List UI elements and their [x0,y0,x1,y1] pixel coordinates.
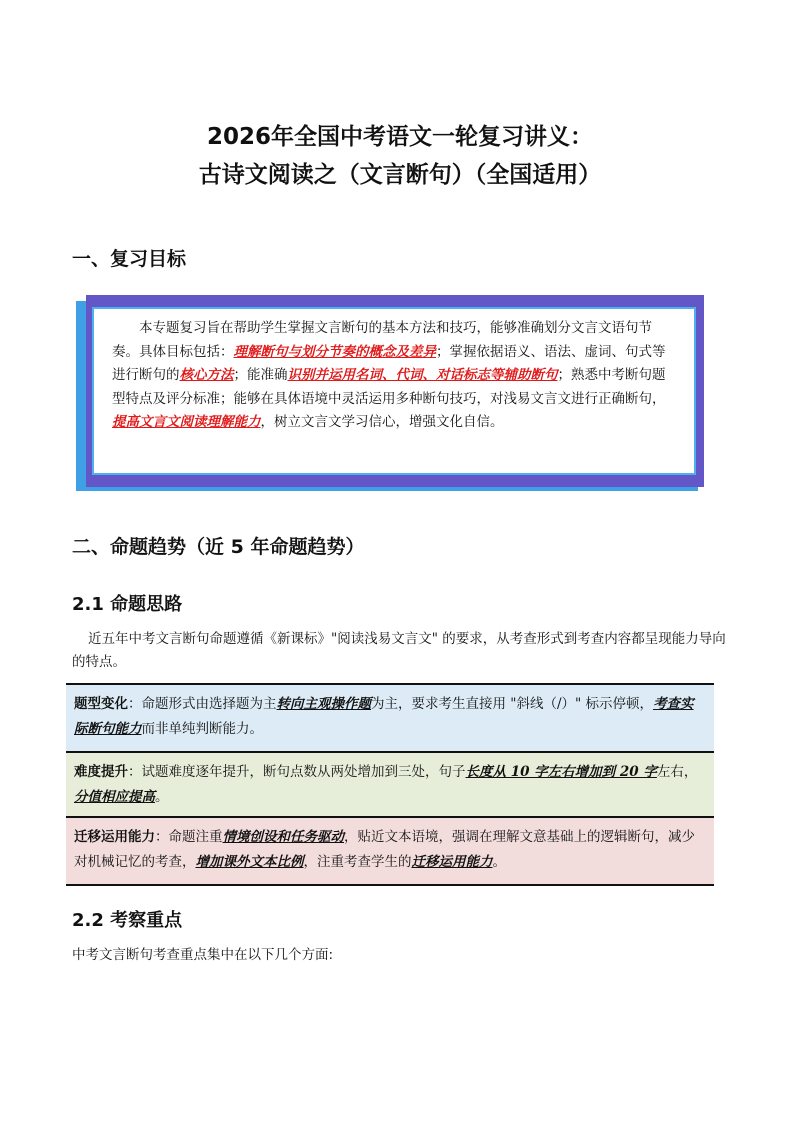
trend-text: 而非单纯判断能力。 [141,721,263,737]
objective-highlight-4: 提高文言文阅读理解能力 [112,414,261,430]
subsection-2-2-heading: 2.2 考察重点 [72,910,183,931]
trend-box-difficulty [66,753,714,816]
objective-text [112,317,672,435]
trend-text: 。 [155,789,169,805]
objective-text-5: ，树立文言文学习信心，增强文化自信。 [260,414,504,430]
trend-label: 题型变化 [74,696,128,712]
objective-highlight-1: 理解断句与划分节奏的概念及差异 [233,343,436,360]
objective-highlight-3: 识别并运用名词、代词、对话标志等辅助断句 [287,367,558,383]
trend-text: ：命题形式由选择题为主 [128,696,277,712]
trend-text: 左右， [656,764,698,780]
section1-heading: 一、复习目标 [72,248,187,270]
objective-text-3: ；能准确 [233,367,288,383]
trend-text: ，贴近文本语境，强调在理解文意基础上的逻辑断句，减少对机械记忆的考查， [74,829,695,870]
objective-highlight-2: 核心方法 [179,367,234,383]
trend-highlight: 分值相应提高 [74,789,155,805]
objective-text-1: 本专题复习旨在帮助学生掌握文言断句的基本方法和技巧，能够准确划分文言文语句节奏。具体目标包括： [112,320,652,360]
subsection-2-1-intro: 近五年中考文言断句命题遵循《新课标》"阅读浅易文言文" 的要求，从考查形式到考查内容都呈现能力导向的特点。 [72,631,726,670]
subsection-2-1-heading: 2.1 命题思路 [72,594,183,615]
document-title-line2: 古诗文阅读之（文言断句）（全国适用） [198,162,602,188]
trend-text: ：命题注重 [155,829,223,845]
trend-label: 迁移运用能力 [74,829,155,845]
trend-highlight: 转向主观操作题 [276,696,371,712]
trend-bottom-rule [66,884,714,886]
objective-text-4: ；熟悉中考断句题型特点及评分标准；能够在具体语境中灵活运用多种断句技巧，对浅易文言文进行正确断句， [112,367,666,407]
trend-highlight: 情境创设和任务驱动 [222,829,344,845]
trend-highlight: 迁移运用能力 [411,854,493,870]
trend-box-transfer [66,818,714,884]
trend-text: 为主，要求考生直接用 "斜线（/）" 标示停顿， [371,696,654,712]
trend-label: 难度提升 [74,764,128,780]
trend-text: ，注重考查学生的 [303,854,412,870]
objective-text-2: ；掌握依据语义、语法、虚词、句式等进行断句的 [112,343,666,383]
trend-highlight: 增加课外文本比例 [195,854,304,870]
subsection-2-2-intro: 中考文言断句考查重点集中在以下几个方面: [72,947,334,963]
trend-text: ：试题难度逐年提升，断句点数从两处增加到三处，句子 [128,764,466,780]
document-title-line1: 2026年全国中考语文一轮复习讲义： [206,124,593,150]
trend-highlight: 考查实际断句能力 [74,696,694,737]
section2-heading: 二、命题趋势（近 5 年命题趋势） [72,536,365,558]
trend-text: 。 [492,854,506,870]
objective-frame [76,295,704,493]
trend-box-question-type [66,685,714,751]
trend-highlight: 长度从 10 字左右增加到 20 字 [465,764,657,780]
